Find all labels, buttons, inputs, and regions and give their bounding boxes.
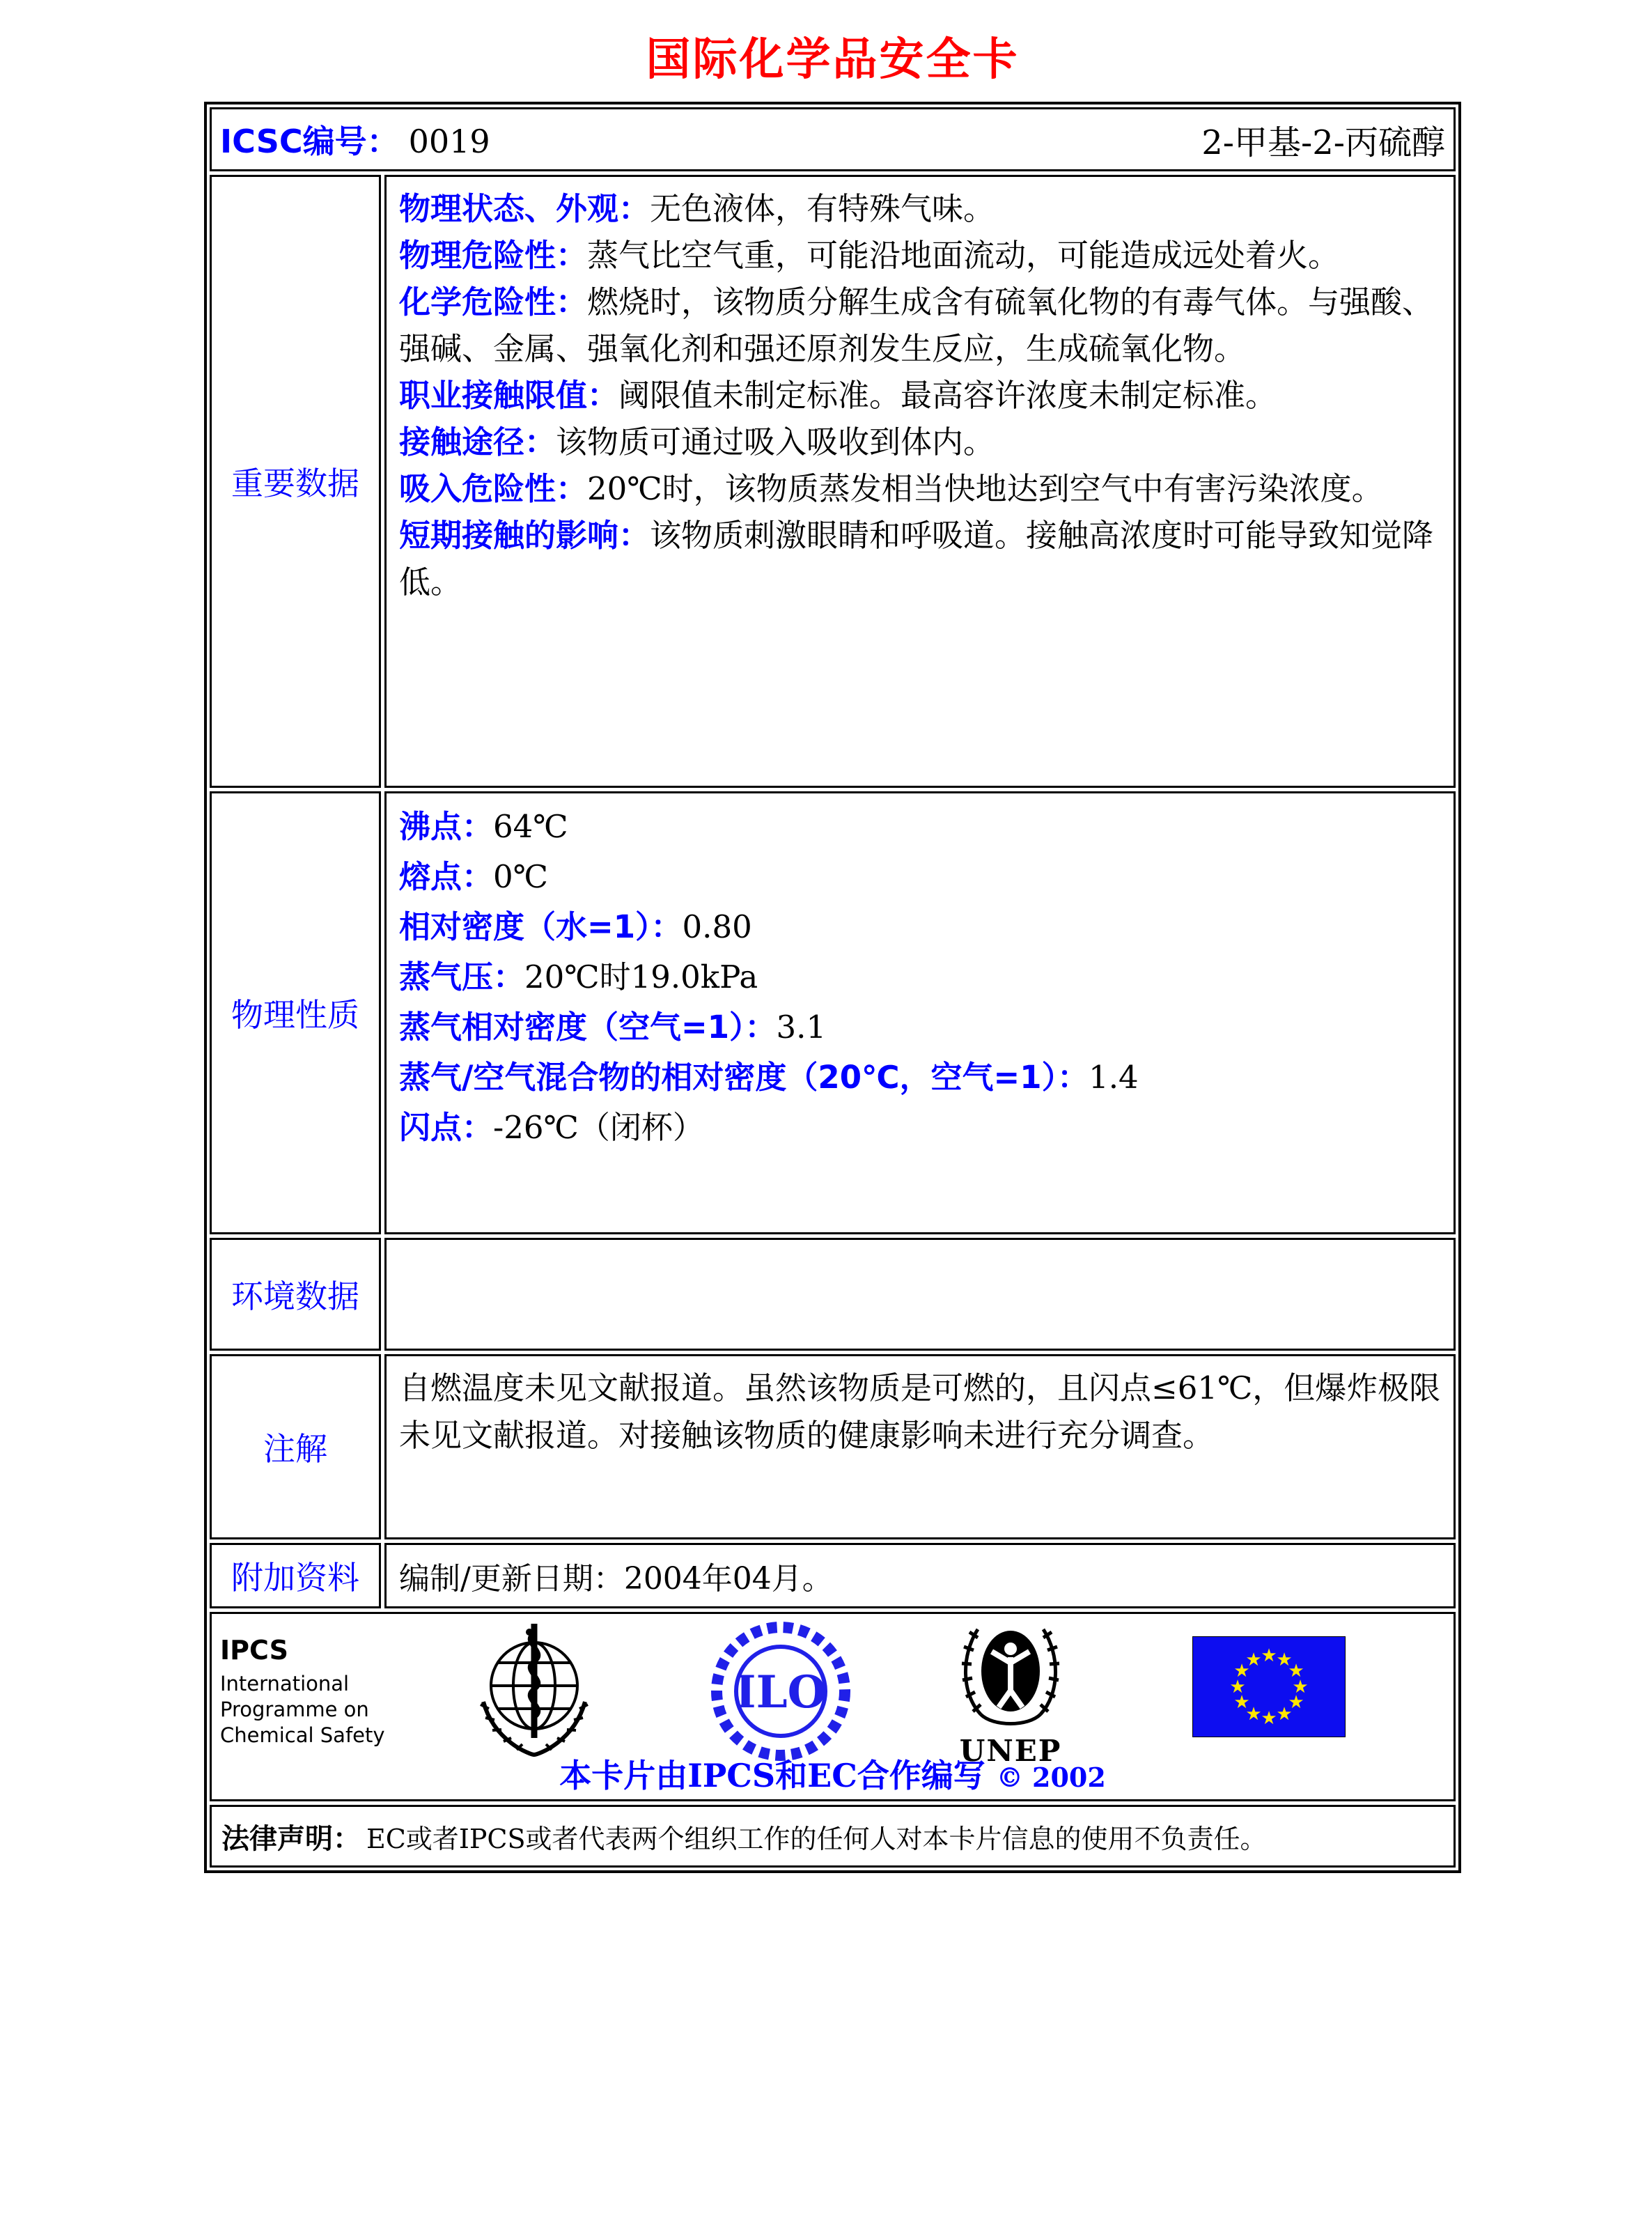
property-line: [399, 185, 1441, 232]
notes-row: [210, 1354, 1456, 1539]
property-line: [399, 1002, 1441, 1053]
field-label: 吸入危险性：: [399, 470, 588, 507]
field-label: 蒸气/空气混合物的相对密度（20℃，空气=1）：: [399, 1059, 1089, 1096]
header-row: [210, 107, 1456, 171]
ilo-logo-icon: [708, 1618, 854, 1764]
icsc-card-table: [204, 102, 1461, 1873]
property-line: [399, 852, 1441, 902]
page-title: 国际化学品安全卡: [646, 34, 1020, 86]
important-data-row: [210, 175, 1456, 788]
environmental-data-row: [210, 1238, 1456, 1351]
field-value: 阈限值未制定标准。最高容许浓度未制定标准。: [618, 377, 1277, 414]
notes-label: 注解: [210, 1354, 381, 1539]
legal-cell: [210, 1805, 1456, 1868]
field-label: 化学危险性：: [399, 284, 588, 320]
field-label: 蒸气相对密度（空气=1）：: [399, 1009, 777, 1046]
who-logo-icon: [461, 1618, 607, 1764]
logos-row: [210, 1612, 1456, 1801]
ilo-letters: ILO: [735, 1666, 827, 1718]
physical-properties-label: 物理性质: [210, 791, 381, 1234]
field-value: 20℃时，该物质蒸发相当快地达到空气中有害污染浓度。: [587, 470, 1383, 507]
property-line: [399, 372, 1441, 419]
field-label: 沸点：: [399, 808, 494, 845]
property-line: [399, 952, 1441, 1002]
additional-info-row: [210, 1543, 1456, 1608]
field-label: 短期接触的影响：: [399, 517, 650, 554]
field-value: 蒸气比空气重，可能沿地面流动，可能造成远处着火。: [587, 237, 1340, 274]
icsc-number-group: [220, 116, 490, 162]
property-line: [399, 1103, 1441, 1153]
property-line: [399, 465, 1441, 512]
legal-row: [210, 1805, 1456, 1868]
field-value: 燃烧时，该物质分解生成含有硫氧化物的有毒气体。与强酸、强碱、金属、强氧化剂和强还原剂发生反应，生成硫氧化物。: [399, 284, 1434, 367]
svg-text:★: ★: [1233, 1661, 1250, 1682]
property-line: [399, 902, 1441, 952]
svg-text:★: ★: [1292, 1677, 1309, 1698]
field-value: 20℃时19.0kPa: [524, 958, 758, 995]
field-value: 64℃: [493, 808, 568, 845]
legal-text: EC或者IPCS或者代表两个组织工作的任何人对本卡片信息的使用不负责任。: [366, 1823, 1267, 1854]
physical-properties-content: [384, 791, 1456, 1234]
ipcs-line: Programme on: [220, 1698, 369, 1721]
property-line: [399, 512, 1441, 605]
ipcs-line: International: [220, 1672, 350, 1695]
field-value: 该物质刺激眼睛和呼吸道。接触高浓度时可能导致知觉降低。: [399, 517, 1434, 600]
field-value: 0.80: [682, 908, 752, 945]
property-line: [399, 279, 1441, 372]
property-line: [399, 802, 1441, 852]
unep-text: UNEP: [959, 1734, 1062, 1768]
notes-content: 自燃温度未见文献报道。虽然该物质是可燃的，且闪点≤61℃，但爆炸极限未见文献报道。对接触该物质的健康影响未进行充分调查。: [384, 1354, 1456, 1539]
ipcs-text-block: [220, 1635, 385, 1748]
legal-label: 法律声明：: [221, 1822, 361, 1855]
unep-logo-icon: [951, 1617, 1070, 1735]
field-label: 职业接触限值：: [399, 377, 619, 414]
property-line: [399, 419, 1441, 465]
field-value: 该物质可通过吸入吸收到体内。: [556, 424, 995, 460]
important-data-label: 重要数据: [210, 175, 381, 788]
field-label: 相对密度（水=1）：: [399, 908, 683, 945]
field-value: 1.4: [1089, 1059, 1139, 1096]
field-value: 无色液体，有特殊气味。: [650, 190, 995, 227]
field-label: 接触途径：: [399, 424, 556, 460]
svg-text:★: ★: [1288, 1692, 1304, 1713]
header-cell: [210, 107, 1456, 171]
svg-text:★: ★: [1245, 1704, 1262, 1725]
physical-properties-row: [210, 791, 1456, 1234]
field-label: 熔点：: [399, 858, 494, 895]
credit-line: [212, 1751, 1454, 1796]
property-line: [399, 1053, 1441, 1103]
important-data-content: [384, 175, 1456, 788]
svg-text:★: ★: [1261, 1645, 1277, 1666]
additional-info-content: 编制/更新日期：2004年04月。: [384, 1543, 1456, 1608]
chemical-name: 2-甲基-2-丙硫醇: [1201, 123, 1445, 162]
unep-logo-block: [944, 1617, 1077, 1768]
environmental-data-content: [384, 1238, 1456, 1351]
svg-text:★: ★: [1288, 1661, 1304, 1682]
ipcs-line: Chemical Safety: [220, 1723, 385, 1747]
svg-text:★: ★: [1229, 1677, 1246, 1698]
svg-text:★: ★: [1276, 1650, 1293, 1670]
svg-text:★: ★: [1261, 1708, 1277, 1729]
field-value: -26℃（闭杯）: [493, 1109, 704, 1146]
property-line: [399, 232, 1441, 279]
field-value: 3.1: [776, 1009, 827, 1046]
svg-text:★: ★: [1233, 1692, 1250, 1713]
icsc-number-value: 0019: [408, 123, 490, 160]
field-label: 物理状态、外观：: [399, 190, 650, 227]
additional-info-label: 附加资料: [210, 1543, 381, 1608]
field-label: 物理危险性：: [399, 237, 588, 274]
eu-flag-icon: [1192, 1636, 1346, 1737]
credit-text: 本卡片由IPCS和EC合作编写: [559, 1757, 985, 1794]
field-value: 0℃: [493, 858, 548, 895]
environmental-data-label: 环境数据: [210, 1238, 381, 1351]
copyright-text: © 2002: [996, 1762, 1106, 1793]
logos-cell: [210, 1612, 1456, 1801]
svg-text:★: ★: [1276, 1704, 1293, 1725]
field-label: 蒸气压：: [399, 958, 525, 995]
field-label: 闪点：: [399, 1109, 494, 1146]
icsc-number-label: ICSC编号：: [220, 123, 399, 160]
ipcs-title: IPCS: [220, 1635, 288, 1666]
svg-text:★: ★: [1245, 1650, 1262, 1670]
